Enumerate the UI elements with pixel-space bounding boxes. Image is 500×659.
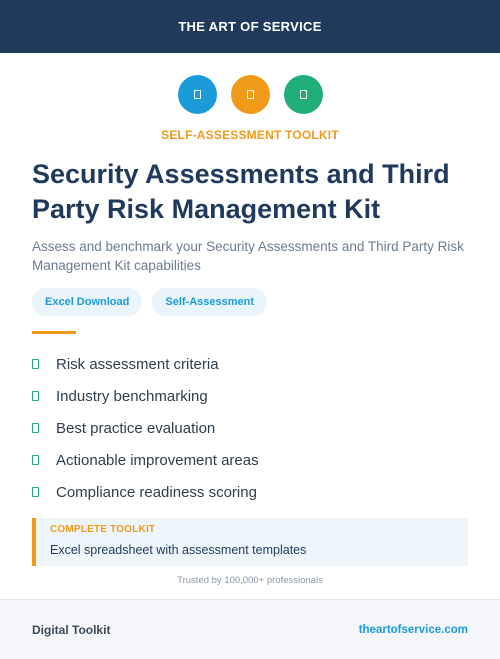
header-bar	[0, 0, 500, 53]
feature-label: Compliance readiness scoring	[56, 483, 257, 501]
footer-product-type: Digital Toolkit	[32, 622, 111, 637]
toolkit-label: COMPLETE TOOLKIT	[50, 524, 156, 535]
feature-item	[32, 380, 259, 412]
feature-label: Industry benchmarking	[56, 387, 208, 405]
kicker-label: SELF-ASSESSMENT TOOLKIT	[161, 128, 339, 142]
orange-document-icon	[231, 75, 270, 114]
feature-item	[32, 348, 259, 380]
brand-name: THE ART OF SERVICE	[178, 19, 322, 34]
feature-item	[32, 476, 259, 508]
footer	[0, 599, 500, 659]
feature-label: Risk assessment criteria	[56, 355, 219, 373]
tag-list	[32, 288, 267, 316]
feature-item	[32, 412, 259, 444]
page-title: Security Assessments and Third Party Risk Management Kit	[32, 159, 450, 224]
page-subtitle: Assess and benchmark your Security Assessments and Third Party Risk Management Kit capabilities	[32, 239, 464, 273]
blue-document-icon	[178, 75, 217, 114]
trusted-note: Trusted by 100,000+ professionals	[177, 575, 323, 586]
icon-row	[0, 75, 500, 114]
toolkit-callout	[32, 518, 468, 566]
check-icon	[32, 455, 39, 465]
tag-excel-download[interactable]: Excel Download	[32, 288, 142, 316]
check-icon	[32, 391, 39, 401]
feature-label: Actionable improvement areas	[56, 451, 259, 469]
check-icon	[32, 359, 39, 369]
toolkit-description: Excel spreadsheet with assessment templates	[50, 543, 307, 557]
feature-label: Best practice evaluation	[56, 419, 216, 437]
feature-list	[32, 348, 259, 508]
footer-website-link[interactable]: theartofservice.com	[358, 623, 468, 636]
check-icon	[32, 423, 39, 433]
tag-self-assessment[interactable]: Self-Assessment	[152, 288, 267, 316]
accent-divider	[32, 331, 76, 334]
check-icon	[32, 487, 39, 497]
green-document-icon	[284, 75, 323, 114]
feature-item	[32, 444, 259, 476]
